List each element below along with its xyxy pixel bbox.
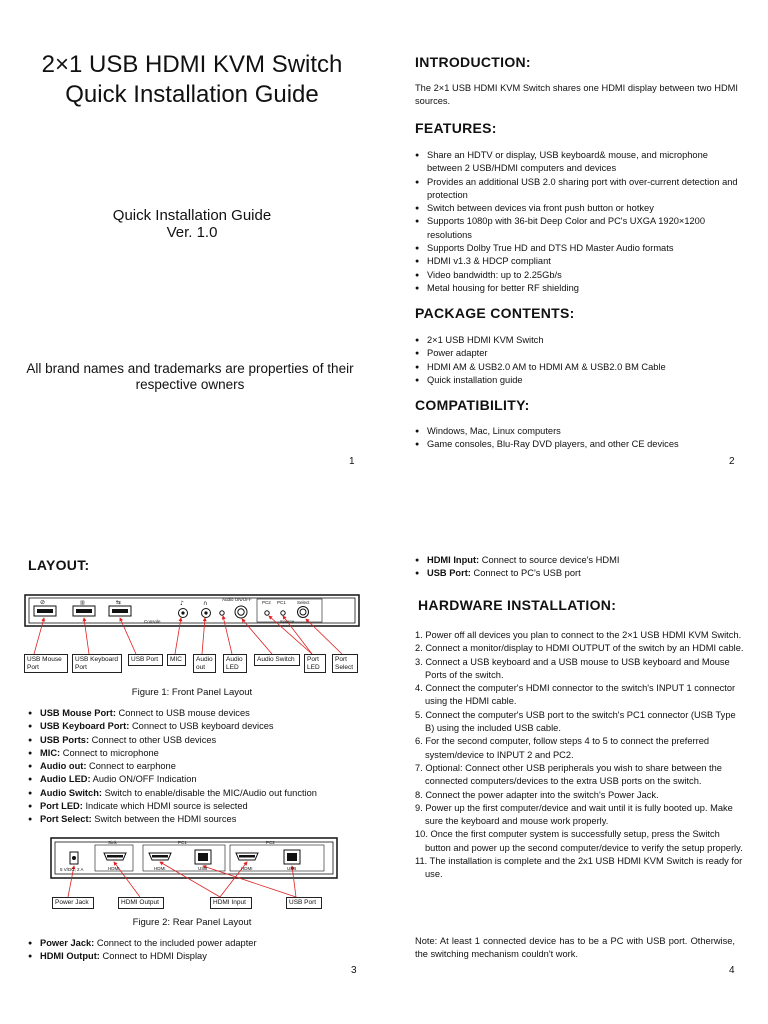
package-list [415,334,745,387]
desc: Connect to earphone [86,761,176,772]
list-item: ● Windows, Mac, Linux computers [415,425,745,438]
page-number: 3 [351,965,357,976]
svg-text:∩: ∩ [203,600,208,607]
list-item: ● Metal housing for better RF shielding [415,282,745,295]
page-2 [384,0,768,512]
list-item: 6. For the second computer, follow steps 4 to 5 to connect the preferred system/device to INPUT 2 and PC2. [415,736,710,760]
label-usb-port: USB Port [128,654,163,666]
list-item: ● Power adapter [415,347,745,360]
desc: Connect to USB mouse devices [115,708,250,718]
hdmi-mark: HDMI [154,866,166,871]
compatibility-heading: COMPATIBILITY: [415,397,530,413]
list-item [28,800,368,813]
sink-mark: Sink [108,840,117,845]
list-item: 4. Connect the computer's HDMI connector to the switch's INPUT 1 connector using the HDMI cable. [415,683,736,707]
page-1 [0,0,384,512]
select-mark: Select [297,600,310,605]
label-port-select: Port Select [332,654,358,673]
installation-steps [415,629,745,882]
features-heading: FEATURES: [415,120,497,136]
audio-on-off-mark: Audio ON/OFF [222,597,252,602]
layout-heading: LAYOUT: [28,557,90,573]
label-audio-led: Audio LED [223,654,247,673]
desc: Connect to HDMI Display [99,951,207,962]
desc: Connect to USB keyboard devices [129,721,274,732]
list-item: ● Game consoles, Blu-Ray DVD players, and other CE devices [415,438,745,451]
figure-2-caption: Figure 2: Rear Panel Layout [132,917,252,928]
term: Power Jack: [40,938,95,948]
label-port-led: Port LED [304,654,326,673]
term: Audio LED: [40,774,91,785]
desc: Connect to other USB devices [89,734,217,745]
list-item [28,707,368,720]
trademark-note: All brand names and trademarks are properties of their respective owners [26,361,354,392]
title-line-1: 2×1 USB HDMI KVM Switch [41,51,343,78]
subtitle-line-1: Quick Installation Guide [112,207,272,224]
subtitle-line-2: Ver. 1.0 [166,224,218,241]
title-line-2: Quick Installation Guide [65,81,319,108]
package-contents-heading: PACKAGE CONTENTS: [415,305,575,321]
label-usb-mouse-port: USB Mouse Port [24,654,68,673]
list-item: ● Quick installation guide [415,374,745,387]
list-item: 11. The installation is complete and the 2x1 USB HDMI KVM Switch is ready for use. [415,856,743,880]
rear-panel-list-continued [415,554,745,581]
source-mark: Source [280,619,295,624]
list-item: 3. Connect a USB keyboard and a USB mouse to USB keyboard and Mouse Ports of the switch. [415,656,730,680]
introduction-heading: INTRODUCTION: [415,54,531,70]
page-number: 2 [729,456,735,467]
label-usb-port: USB Port [286,897,322,909]
list-item [28,720,368,733]
hdmi-mark: HDMI [241,866,253,871]
label-audio-out: Audio out [193,654,216,673]
term: USB Ports: [40,734,90,745]
list-item: ● HDMI v1.3 & HDCP compliant [415,255,745,268]
term: HDMI Output: [40,951,100,962]
list-item: 10. Once the first computer system is successfully setup, press the Switch button and power up the second computer/device to verify the setup properly. [415,829,743,853]
pc1-mark: PC1 [178,840,187,845]
list-item: ● Supports 1080p with 36-bit Deep Color and PC's UXGA 1920×1200 resolutions [415,215,745,242]
figure-1-caption: Figure 1: Front Panel Layout [131,687,253,698]
term: USB Port: [427,568,471,579]
usb-mark: USB [198,866,208,871]
label-hdmi-input: HDMI Input [210,897,252,909]
list-item [415,554,745,567]
term: Audio out: [40,761,87,772]
list-item: 1. Power off all devices you plan to connect to the 2×1 USB HDMI KVM Switch. [415,630,742,640]
list-item: ● Provides an additional USB 2.0 sharing port with over-current detection and protection [415,176,745,203]
cover-subtitle [0,207,384,241]
desc: Indicate which HDMI source is selected [82,801,248,812]
term: HDMI Input: [427,555,480,565]
desc: Connect to the included power adapter [94,938,257,948]
document-title [0,50,384,110]
rear-panel-list [28,937,368,964]
list-item [28,747,368,760]
term: Audio Switch: [40,787,102,798]
list-item: ● Share an HDTV or display, USB keyboard& mouse, and microphone between 2 USB/HDMI computers and devices [415,149,745,176]
list-item [415,567,745,580]
list-item [28,734,368,747]
svg-text:⇆: ⇆ [116,599,122,606]
term: Port LED: [40,801,83,812]
desc: Audio ON/OFF Indication [90,774,197,785]
list-item: 8. Connect the power adapter into the switch's Power Jack. [415,789,659,800]
list-item [28,937,368,950]
console-mark: Console [144,619,161,624]
power-rating-mark: 5 V/DC, 2 A [60,867,84,872]
label-usb-keyboard-port: USB Keyboard Port [72,654,122,673]
desc: Connect to microphone [60,747,159,758]
hardware-installation-heading: HARDWARE INSTALLATION: [418,597,617,613]
hdmi-mark: HDMI [108,866,120,871]
features-list [415,149,745,295]
list-item: ● HDMI AM & USB2.0 AM to HDMI AM & USB2.0 BM Cable [415,361,745,374]
pc1-mark: PC1 [277,600,286,605]
svg-text:⊘: ⊘ [40,599,46,606]
list-item: ● Video bandwidth: up to 2.25Gb/s [415,269,745,282]
front-panel-list [28,707,368,827]
term: USB Keyboard Port: [40,721,130,732]
term: MIC: [40,747,61,758]
label-hdmi-output: HDMI Output [118,897,164,909]
page-number: 4 [729,965,735,976]
list-item [28,773,368,786]
svg-text:▥: ▥ [80,600,85,606]
pc2-mark: PC2 [266,840,275,845]
page-3 [0,512,384,1024]
rear-panel-figure [50,837,340,917]
page-number: 1 [349,456,355,467]
svg-text:♪: ♪ [180,600,184,607]
pc2-mark: PC2 [262,600,271,605]
desc: Switch between the HDMI sources [91,814,237,825]
list-item [28,760,368,773]
installation-note: Note: At least 1 connected device has to be a PC with USB port. Otherwise, the switching mechanism couldn't work. [415,936,735,959]
desc: Connect to source device's HDMI [479,555,620,565]
desc: Connect to PC's USB port [470,568,581,579]
front-panel-figure [24,594,360,684]
list-item [28,950,368,963]
list-item: ● Switch between devices via front push button or hotkey [415,202,745,215]
term: Port Select: [40,814,92,825]
desc: Switch to enable/disable the MIC/Audio out function [101,787,317,798]
list-item: 9. Power up the first computer/device and wait until it is fully booted up. Make sure the keyboard and mouse work properly. [415,802,733,827]
compatibility-list [415,425,745,452]
usb-mark: USB [287,866,297,871]
list-item [28,787,368,800]
introduction-text: The 2×1 USB HDMI KVM Switch shares one HDMI display between two HDMI sources. [415,83,738,106]
label-audio-switch: Audio Switch [254,654,300,666]
list-item: 5. Connect the computer's USB port to the switch's PC1 connector (USB Type B) using the included USB cable. [415,709,736,734]
term: USB Mouse Port: [40,708,116,718]
page-4 [384,512,768,1024]
list-item: ● Supports Dolby True HD and DTS HD Master Audio formats [415,242,745,255]
label-power-jack: Power Jack [52,897,94,909]
list-item: ● 2×1 USB HDMI KVM Switch [415,334,745,347]
list-item: 7. Optional: Connect other USB peripherals you wish to share between the connected computers/devices to the extra USB ports on the switch. [415,762,722,787]
list-item [28,813,368,826]
label-mic: MIC [167,654,186,666]
list-item: 2. Connect a monitor/display to HDMI OUTPUT of the switch by an HDMI cable. [415,643,744,654]
